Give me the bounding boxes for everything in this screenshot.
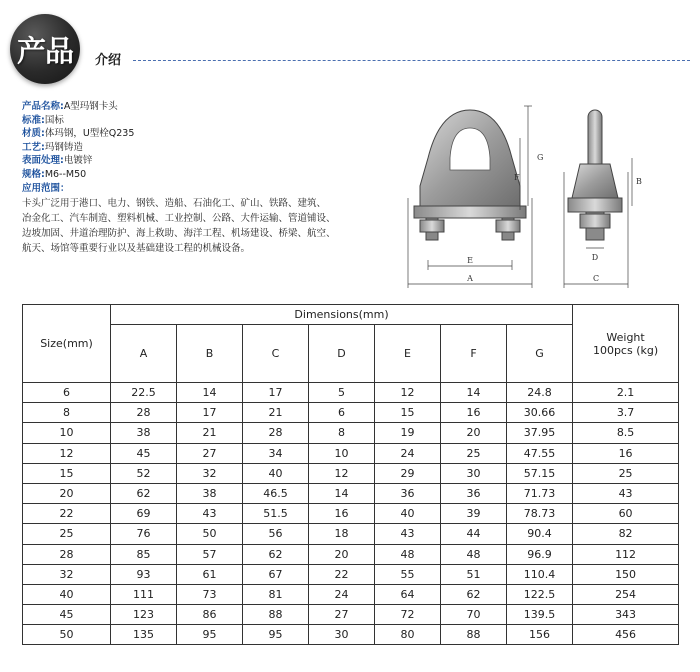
usage-title: 应用范围： bbox=[22, 182, 70, 194]
table-cell: 88 bbox=[243, 605, 309, 625]
usage-text bbox=[22, 196, 382, 256]
table-cell: 38 bbox=[177, 483, 243, 503]
table-row bbox=[23, 423, 679, 443]
table-cell: 36 bbox=[441, 483, 507, 503]
table-cell: 19 bbox=[375, 423, 441, 443]
spec-label: 标准: bbox=[22, 114, 45, 126]
spec-row bbox=[22, 114, 402, 128]
side-view bbox=[564, 110, 642, 288]
table-cell: 73 bbox=[177, 584, 243, 604]
spec-row bbox=[22, 141, 402, 155]
table-cell: 32 bbox=[177, 463, 243, 483]
table-cell: 12 bbox=[309, 463, 375, 483]
table-cell: 50 bbox=[177, 524, 243, 544]
table-cell: 17 bbox=[243, 383, 309, 403]
table-cell: 12 bbox=[23, 443, 111, 463]
table-cell: 36 bbox=[375, 483, 441, 503]
table-cell: 22.5 bbox=[111, 383, 177, 403]
column-header-a: A bbox=[111, 325, 177, 383]
table-cell: 343 bbox=[573, 605, 679, 625]
column-header-b: B bbox=[177, 325, 243, 383]
table-row bbox=[23, 564, 679, 584]
table-cell: 15 bbox=[23, 463, 111, 483]
table-cell: 254 bbox=[573, 584, 679, 604]
usage-line: 卡头广泛用于港口、电力、钢铁、造船、石油化工、矿山、铁路、建筑、 bbox=[22, 198, 327, 210]
table-cell: 8 bbox=[309, 423, 375, 443]
table-cell: 8 bbox=[23, 403, 111, 423]
table-cell: 27 bbox=[177, 443, 243, 463]
table-cell: 27 bbox=[309, 605, 375, 625]
usage-line: 边坡加固、井道治理防护、海上救助、海洋工程、机场建设、桥梁、航空、 bbox=[22, 228, 336, 240]
table-cell: 5 bbox=[309, 383, 375, 403]
table-row bbox=[23, 443, 679, 463]
table-cell: 61 bbox=[177, 564, 243, 584]
table-cell: 55 bbox=[375, 564, 441, 584]
table-cell: 88 bbox=[441, 625, 507, 645]
table-cell: 16 bbox=[573, 443, 679, 463]
table-cell: 82 bbox=[573, 524, 679, 544]
table-cell: 14 bbox=[441, 383, 507, 403]
spec-row bbox=[22, 100, 402, 114]
column-header-g: G bbox=[507, 325, 573, 383]
table-cell: 40 bbox=[375, 504, 441, 524]
table-cell: 60 bbox=[573, 504, 679, 524]
spec-value: 玛钢铸造 bbox=[44, 141, 83, 153]
product-specs bbox=[22, 100, 402, 256]
table-cell: 456 bbox=[573, 625, 679, 645]
table-cell: 139.5 bbox=[507, 605, 573, 625]
table-row bbox=[23, 584, 679, 604]
weight-header bbox=[573, 305, 679, 383]
column-header-d: D bbox=[309, 325, 375, 383]
table-cell: 93 bbox=[111, 564, 177, 584]
table-cell: 71.73 bbox=[507, 483, 573, 503]
label-a: A bbox=[467, 274, 473, 283]
weight-header-line1: Weight bbox=[606, 330, 645, 344]
label-c: C bbox=[592, 274, 600, 283]
table-cell: 43 bbox=[573, 483, 679, 503]
table-cell: 47.55 bbox=[507, 443, 573, 463]
table-cell: 17 bbox=[177, 403, 243, 423]
label-g: G bbox=[537, 153, 544, 162]
table-cell: 44 bbox=[441, 524, 507, 544]
table-cell: 78.73 bbox=[507, 504, 573, 524]
section-subtitle: 介绍 bbox=[95, 53, 122, 68]
spec-value: A型玛钢卡头 bbox=[63, 101, 118, 112]
table-cell: 43 bbox=[375, 524, 441, 544]
table-cell: 30.66 bbox=[507, 403, 573, 423]
table-row bbox=[23, 483, 679, 503]
spec-label: 材质: bbox=[22, 128, 45, 140]
table-cell: 25 bbox=[441, 443, 507, 463]
table-cell: 50 bbox=[23, 625, 111, 645]
table-cell: 45 bbox=[111, 443, 177, 463]
table-cell: 67 bbox=[243, 564, 309, 584]
table-cell: 62 bbox=[243, 544, 309, 564]
usage-line: 冶金化工、汽车制造、塑料机械、工业控制、公路、大件运输、管道铺设、 bbox=[22, 213, 336, 225]
table-cell: 22 bbox=[309, 564, 375, 584]
table-cell: 14 bbox=[177, 383, 243, 403]
label-f: F bbox=[514, 173, 520, 182]
table-cell: 110.4 bbox=[507, 564, 573, 584]
column-header-e: E bbox=[375, 325, 441, 383]
front-view bbox=[408, 106, 543, 288]
table-cell: 76 bbox=[111, 524, 177, 544]
table-row bbox=[23, 463, 679, 483]
clamp-diagram bbox=[400, 98, 700, 298]
table-cell: 37.95 bbox=[507, 423, 573, 443]
table-cell: 14 bbox=[309, 483, 375, 503]
table-cell: 123 bbox=[111, 605, 177, 625]
table-cell: 46.5 bbox=[243, 483, 309, 503]
table-cell: 24 bbox=[309, 584, 375, 604]
header bbox=[0, 0, 700, 92]
table-cell: 3.7 bbox=[573, 403, 679, 423]
spec-value: M6--M50 bbox=[44, 168, 87, 180]
table-cell: 64 bbox=[375, 584, 441, 604]
table-cell: 51 bbox=[441, 564, 507, 584]
table-cell: 45 bbox=[23, 605, 111, 625]
table-row bbox=[23, 524, 679, 544]
table-cell: 48 bbox=[441, 544, 507, 564]
table-cell: 30 bbox=[441, 463, 507, 483]
table-cell: 28 bbox=[23, 544, 111, 564]
table-cell: 122.5 bbox=[507, 584, 573, 604]
table-cell: 156 bbox=[507, 625, 573, 645]
table-cell: 86 bbox=[177, 605, 243, 625]
table-cell: 28 bbox=[243, 423, 309, 443]
table-cell: 21 bbox=[243, 403, 309, 423]
table-cell: 30 bbox=[309, 625, 375, 645]
weight-header-line2: 100pcs (kg) bbox=[592, 343, 659, 357]
table-row bbox=[23, 625, 679, 645]
table-cell: 81 bbox=[243, 584, 309, 604]
table-cell: 96.9 bbox=[507, 544, 573, 564]
logo-text: 产品 bbox=[17, 34, 74, 68]
table-row bbox=[23, 403, 679, 423]
spec-label: 产品名称: bbox=[22, 101, 64, 112]
table-cell: 2.1 bbox=[573, 383, 679, 403]
table-cell: 39 bbox=[441, 504, 507, 524]
table-cell: 10 bbox=[309, 443, 375, 463]
table-cell: 25 bbox=[573, 463, 679, 483]
spec-value: 体玛钢，U型栓Q235 bbox=[44, 128, 135, 140]
table-cell: 12 bbox=[375, 383, 441, 403]
table-cell: 40 bbox=[243, 463, 309, 483]
table-cell: 150 bbox=[573, 564, 679, 584]
label-d: D bbox=[591, 253, 599, 262]
table-cell: 95 bbox=[243, 625, 309, 645]
spec-row bbox=[22, 168, 402, 182]
spec-row bbox=[22, 154, 402, 168]
table-row bbox=[23, 504, 679, 524]
dimensions-header: Dimensions(mm) bbox=[111, 305, 573, 325]
table-cell: 80 bbox=[375, 625, 441, 645]
table-cell: 135 bbox=[111, 625, 177, 645]
table-cell: 6 bbox=[23, 383, 111, 403]
table-cell: 62 bbox=[111, 483, 177, 503]
table-cell: 6 bbox=[309, 403, 375, 423]
table-cell: 20 bbox=[23, 483, 111, 503]
table-cell: 111 bbox=[111, 584, 177, 604]
label-b: B bbox=[636, 177, 642, 186]
header-divider bbox=[133, 60, 690, 61]
column-header-c: C bbox=[243, 325, 309, 383]
table-row bbox=[23, 383, 679, 403]
table-cell: 32 bbox=[23, 564, 111, 584]
table-cell: 48 bbox=[375, 544, 441, 564]
table-cell: 18 bbox=[309, 524, 375, 544]
table-cell: 8.5 bbox=[573, 423, 679, 443]
table-cell: 21 bbox=[177, 423, 243, 443]
table-row bbox=[23, 605, 679, 625]
table-cell: 29 bbox=[375, 463, 441, 483]
table-cell: 112 bbox=[573, 544, 679, 564]
spec-row bbox=[22, 127, 402, 141]
table-cell: 52 bbox=[111, 463, 177, 483]
table-cell: 24.8 bbox=[507, 383, 573, 403]
spec-label: 规格: bbox=[22, 168, 45, 180]
dimensions-table-wrap bbox=[22, 304, 678, 652]
table-cell: 43 bbox=[177, 504, 243, 524]
table-cell: 16 bbox=[309, 504, 375, 524]
spec-label: 表面处理: bbox=[22, 155, 64, 167]
table-cell: 90.4 bbox=[507, 524, 573, 544]
spec-value: 电镀锌 bbox=[63, 155, 93, 167]
table-cell: 34 bbox=[243, 443, 309, 463]
table-cell: 15 bbox=[375, 403, 441, 423]
table-cell: 16 bbox=[441, 403, 507, 423]
table-cell: 40 bbox=[23, 584, 111, 604]
table-cell: 95 bbox=[177, 625, 243, 645]
table-cell: 22 bbox=[23, 504, 111, 524]
table-cell: 72 bbox=[375, 605, 441, 625]
table-cell: 62 bbox=[441, 584, 507, 604]
table-cell: 20 bbox=[309, 544, 375, 564]
table-cell: 20 bbox=[441, 423, 507, 443]
spec-value: 国标 bbox=[44, 114, 64, 126]
table-cell: 70 bbox=[441, 605, 507, 625]
table-cell: 57 bbox=[177, 544, 243, 564]
dimensions-table bbox=[22, 304, 679, 645]
table-cell: 28 bbox=[111, 403, 177, 423]
column-header-f: F bbox=[441, 325, 507, 383]
table-cell: 38 bbox=[111, 423, 177, 443]
table-cell: 10 bbox=[23, 423, 111, 443]
table-row bbox=[23, 544, 679, 564]
size-header: Size(mm) bbox=[23, 305, 111, 383]
table-cell: 25 bbox=[23, 524, 111, 544]
spec-label: 工艺: bbox=[22, 141, 45, 153]
table-cell: 24 bbox=[375, 443, 441, 463]
label-e: E bbox=[467, 256, 473, 265]
table-cell: 51.5 bbox=[243, 504, 309, 524]
table-cell: 85 bbox=[111, 544, 177, 564]
table-cell: 57.15 bbox=[507, 463, 573, 483]
table-cell: 69 bbox=[111, 504, 177, 524]
usage-line: 航天、场馆等重要行业以及基础建设工程的机械设备。 bbox=[22, 243, 251, 255]
table-cell: 56 bbox=[243, 524, 309, 544]
